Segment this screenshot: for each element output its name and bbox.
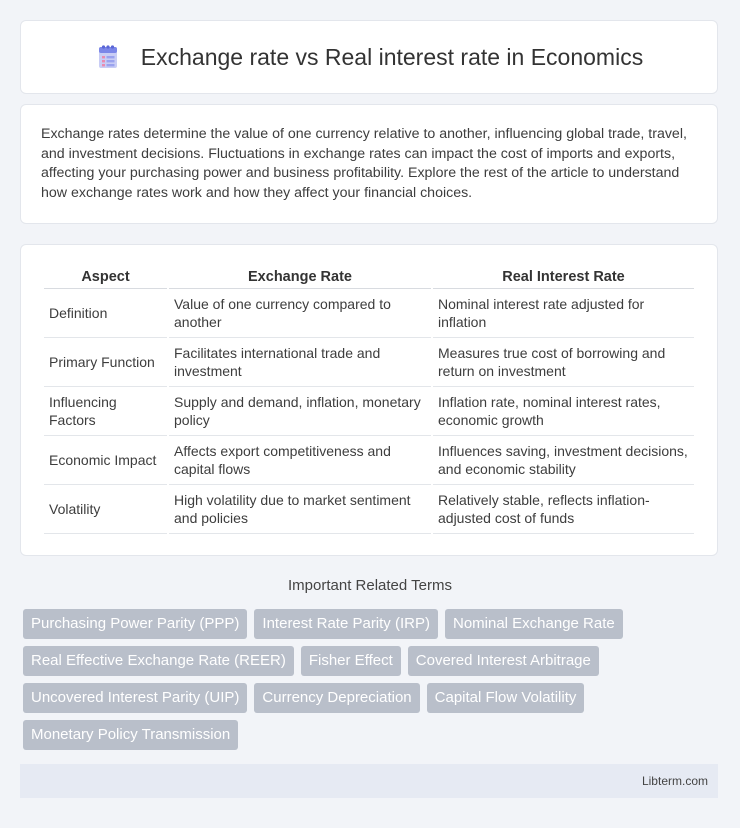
cell-exchange-rate: Affects export competitiveness and capital flows <box>169 436 431 485</box>
cell-aspect: Definition <box>44 289 167 338</box>
related-term-tag[interactable]: Purchasing Power Parity (PPP) <box>23 609 247 639</box>
related-term-tag[interactable]: Capital Flow Volatility <box>427 683 585 713</box>
related-term-tag[interactable]: Interest Rate Parity (IRP) <box>254 609 438 639</box>
cell-aspect: Volatility <box>44 485 167 534</box>
cell-real-interest-rate: Influences saving, investment decisions, and economic stability <box>433 436 694 485</box>
intro-text: Exchange rates determine the value of one currency relative to another, influencing global trade, travel, and investment decisions. Fluctuations in exchange rates can impact the cost of imports and exports, affecting your purchasing power and business profitability. Explore the rest of the article to understand how exchange rates work and how they affect your financial choices. <box>41 126 687 201</box>
table-row <box>44 436 694 485</box>
cell-real-interest-rate: Measures true cost of borrowing and return on investment <box>433 338 694 387</box>
table-row <box>44 485 694 534</box>
cell-aspect: Economic Impact <box>44 436 167 485</box>
related-term-tag[interactable]: Nominal Exchange Rate <box>445 609 623 639</box>
table-row <box>44 338 694 387</box>
table-row <box>44 387 694 436</box>
footer <box>20 764 718 798</box>
footer-site-link[interactable]: Libterm.com <box>641 774 708 788</box>
cell-real-interest-rate: Relatively stable, reflects inflation-adjusted cost of funds <box>433 485 694 534</box>
cell-real-interest-rate: Nominal interest rate adjusted for inflation <box>433 289 694 338</box>
cell-aspect: Influencing Factors <box>44 387 167 436</box>
related-term-tag[interactable]: Fisher Effect <box>301 646 401 676</box>
intro-card <box>20 104 718 224</box>
related-term-tag[interactable]: Covered Interest Arbitrage <box>408 646 599 676</box>
header-real-interest-rate: Real Interest Rate <box>433 265 694 289</box>
table-header-row <box>44 265 694 289</box>
document-icon <box>95 44 121 70</box>
table-row <box>44 289 694 338</box>
related-terms-title: Important Related Terms <box>288 577 452 594</box>
related-term-tag[interactable]: Uncovered Interest Parity (UIP) <box>23 683 247 713</box>
header-aspect: Aspect <box>44 265 167 289</box>
cell-exchange-rate: Supply and demand, inflation, monetary policy <box>169 387 431 436</box>
related-term-tag[interactable]: Monetary Policy Transmission <box>23 720 238 750</box>
header-exchange-rate: Exchange Rate <box>169 265 431 289</box>
cell-exchange-rate: High volatility due to market sentiment and policies <box>169 485 431 534</box>
related-terms-list <box>23 609 723 750</box>
header-card <box>20 20 718 94</box>
cell-aspect: Primary Function <box>44 338 167 387</box>
comparison-table-card <box>20 244 718 556</box>
comparison-table <box>42 265 696 534</box>
related-term-tag[interactable]: Real Effective Exchange Rate (REER) <box>23 646 294 676</box>
cell-exchange-rate: Facilitates international trade and investment <box>169 338 431 387</box>
cell-real-interest-rate: Inflation rate, nominal interest rates, economic growth <box>433 387 694 436</box>
cell-exchange-rate: Value of one currency compared to another <box>169 289 431 338</box>
related-term-tag[interactable]: Currency Depreciation <box>254 683 419 713</box>
page-title: Exchange rate vs Real interest rate in Economics <box>140 43 644 70</box>
